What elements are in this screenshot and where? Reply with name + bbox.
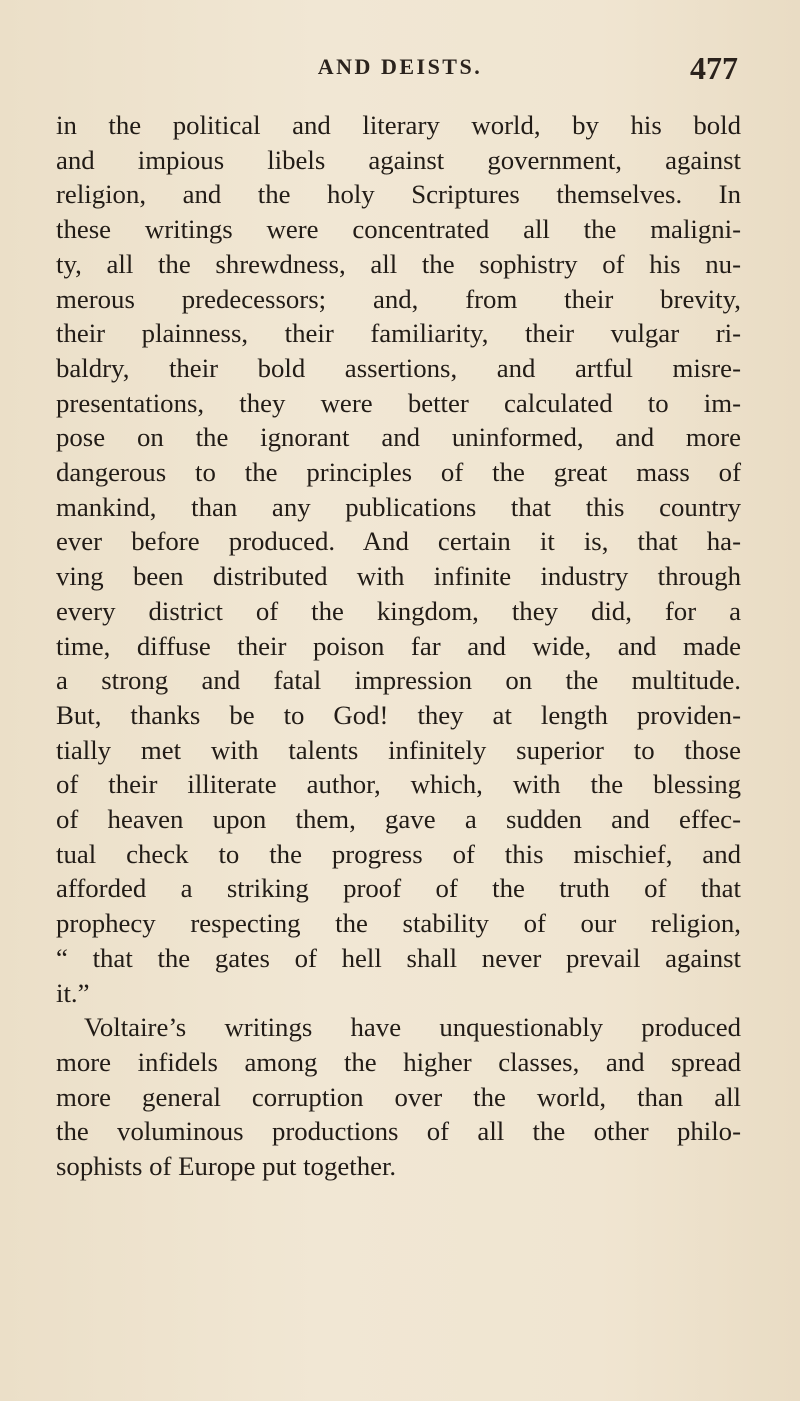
text-line: mankind, than any publications that this country (56, 491, 741, 522)
text-line: sophists of Europe put together. (56, 1151, 397, 1182)
page-number: 477 (690, 50, 738, 86)
text-line: pose on the ignorant and uninformed, and more (56, 422, 741, 453)
text-line: afforded a striking proof of the truth of that (56, 873, 741, 904)
text-line: of their illiterate author, which, with the blessing (56, 769, 741, 800)
running-title: AND DEISTS. (317, 54, 483, 79)
text-line: tially met with talents infinitely superior to those (56, 734, 741, 765)
text-line: religion, and the holy Scriptures themselves. In (56, 179, 741, 210)
text-line: and impious libels against government, against (56, 144, 741, 175)
text-line: prophecy respecting the stability of our religion, (56, 908, 741, 939)
body-text (56, 108, 741, 1184)
text-line: a strong and fatal impression on the multitude. (56, 665, 741, 696)
text-line: tual check to the progress of this mischief, and (56, 838, 741, 869)
text-line: But, thanks be to God! they at length providen- (56, 699, 741, 730)
text-line: merous predecessors; and, from their brevity, (56, 283, 741, 314)
text-line: it.” (56, 977, 90, 1008)
text-line: presentations, they were better calculated to im- (56, 387, 741, 418)
text-line: these writings were concentrated all the maligni- (56, 214, 741, 245)
text-line: dangerous to the principles of the great mass of (56, 457, 741, 488)
text-line: baldry, their bold assertions, and artful misre- (56, 352, 741, 383)
text-line: their plainness, their familiarity, their vulgar ri- (56, 318, 741, 349)
text-line: of heaven upon them, gave a sudden and effec- (56, 804, 741, 835)
paragraph-first-line: Voltaire’s writings have unquestionably produced (84, 1012, 741, 1043)
text-line: time, diffuse their poison far and wide, and made (56, 630, 741, 661)
text-line: ty, all the shrewdness, all the sophistry of his nu- (56, 248, 741, 279)
text-line: more infidels among the higher classes, and spread (56, 1046, 741, 1077)
text-line: every district of the kingdom, they did, for a (56, 595, 741, 626)
text-line: ever before produced. And certain it is, that ha- (56, 526, 741, 557)
running-head (0, 50, 800, 90)
text-line: “ that the gates of hell shall never prevail against (56, 942, 741, 973)
text-line: the voluminous productions of all the other philo- (56, 1116, 741, 1147)
text-line: more general corruption over the world, than all (56, 1081, 741, 1112)
text-line: in the political and literary world, by his bold (56, 110, 741, 140)
text-line: ving been distributed with infinite industry through (56, 561, 741, 592)
